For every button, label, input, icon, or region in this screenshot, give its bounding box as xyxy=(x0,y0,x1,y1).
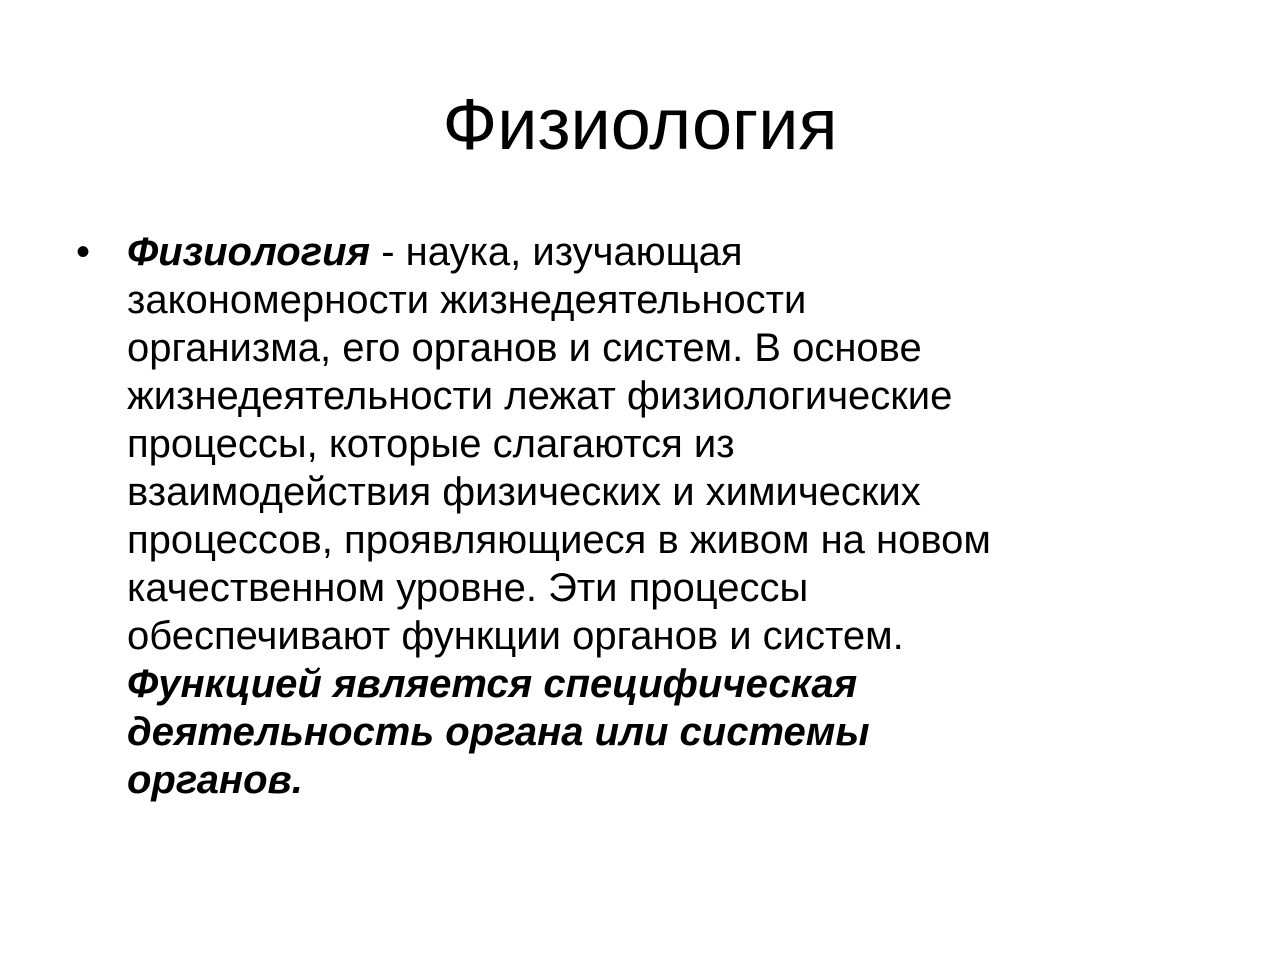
paragraph-line-2: закономерности жизнедеятельности xyxy=(127,278,807,322)
function-definition-line-3: органов. xyxy=(127,758,303,802)
paragraph-line-3: организма, его органов и систем. В основе xyxy=(127,326,922,370)
term-definition-start: - наука, изучающая xyxy=(370,230,743,274)
paragraph-line-8: качественном уровне. Эти процессы xyxy=(127,566,809,610)
paragraph-line-9: обеспечивают функции органов и систем. xyxy=(127,614,904,658)
function-definition-line-2: деятельность органа или системы xyxy=(127,710,870,754)
paragraph-line-1 xyxy=(127,228,1237,276)
paragraph-line-7: процессов, проявляющиеся в живом на новом xyxy=(127,518,991,562)
paragraph-line-5: процессы, которые слагаются из xyxy=(127,422,735,466)
term-physiology: Физиология xyxy=(127,230,371,274)
paragraph-line-6: взаимодействия физических и химических xyxy=(127,470,921,514)
function-definition-line-1: Функцией является специфическая xyxy=(127,662,858,706)
slide-title: Физиология xyxy=(442,85,838,165)
bullet-icon: • xyxy=(76,230,91,274)
paragraph-line-4: жизнедеятельности лежат физиологические xyxy=(127,374,953,418)
bullet-paragraph xyxy=(127,228,1237,804)
